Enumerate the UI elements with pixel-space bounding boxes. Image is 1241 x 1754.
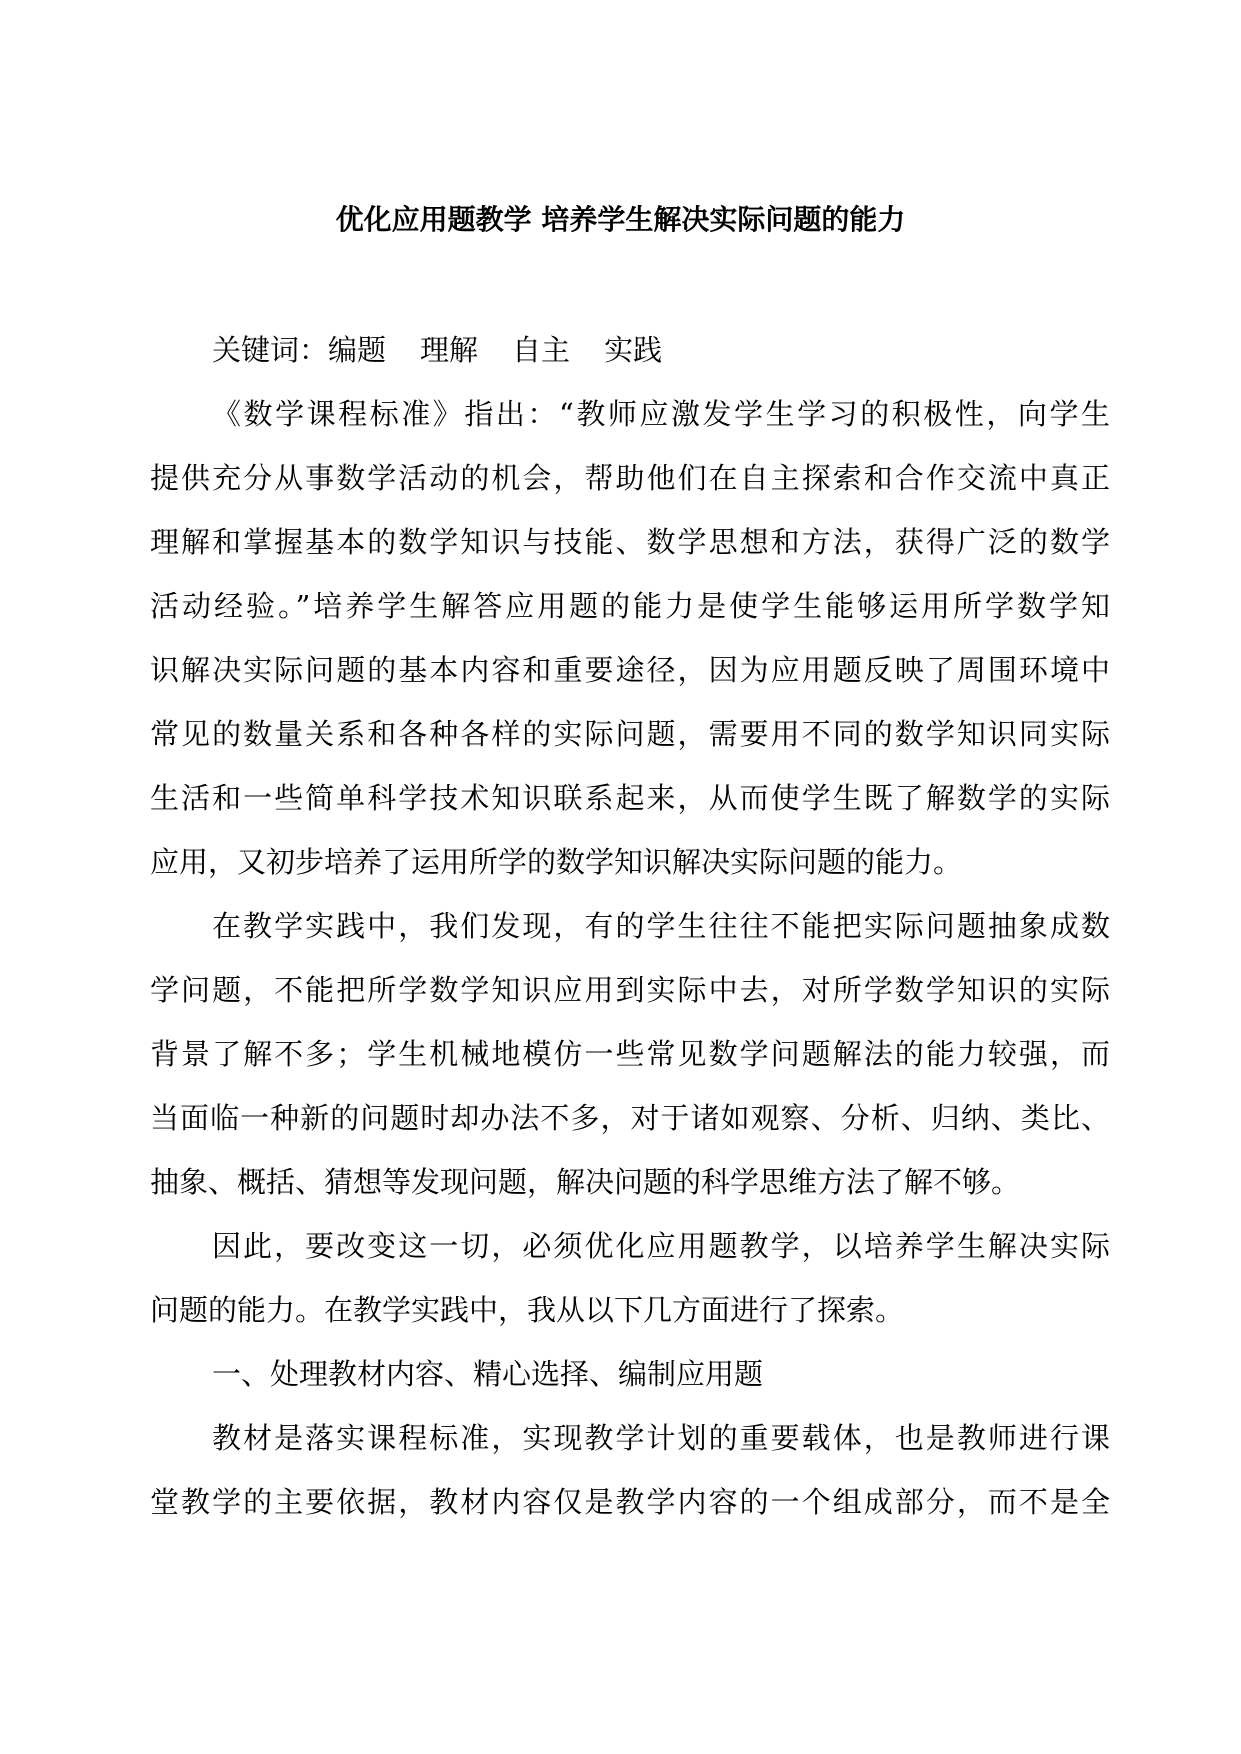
text-line: 学问题，不能把所学数学知识应用到实际中去，对所学数学知识的实际 — [150, 973, 1110, 1007]
text-line: 提供充分从事数学活动的机会，帮助他们在自主探索和合作交流中真正 — [150, 461, 1110, 495]
section-heading: 一、处理教材内容、精心选择、编制应用题 — [212, 1357, 764, 1391]
keyword: 编题 — [328, 333, 387, 367]
text-line: 教材是落实课程标准，实现教学计划的重要载体，也是教师进行课 — [212, 1421, 1110, 1455]
text-line: 《数学课程标准》指出：“教师应激发学生学习的积极性，向学生 — [212, 397, 1110, 431]
text-line: 常见的数量关系和各种各样的实际问题，需要用不同的数学知识同实际 — [150, 717, 1110, 751]
text-line: 堂教学的主要依据，教材内容仅是教学内容的一个组成部分，而不是全 — [150, 1485, 1110, 1519]
document-title: 优化应用题教学 培养学生解决实际问题的能力 — [335, 203, 906, 236]
text-line: 生活和一些简单科学技术知识联系起来，从而使学生既了解数学的实际 — [150, 781, 1110, 815]
text-line: 在教学实践中，我们发现，有的学生往往不能把实际问题抽象成数 — [212, 909, 1110, 943]
text-line: 应用，又初步培养了运用所学的数学知识解决实际问题的能力。 — [150, 845, 963, 879]
document-body — [150, 328, 1110, 1544]
keyword: 自主 — [512, 333, 571, 367]
keyword: 实践 — [604, 333, 663, 367]
keywords-label: 关键词： — [212, 333, 329, 367]
text-line: 活动经验。”培养学生解答应用题的能力是使学生能够运用所学数学知 — [150, 589, 1110, 623]
text-line: 抽象、概括、猜想等发现问题，解决问题的科学思维方法了解不够。 — [150, 1165, 1021, 1199]
text-line: 因此，要改变这一切，必须优化应用题教学，以培养学生解决实际 — [212, 1229, 1110, 1263]
text-line: 问题的能力。在教学实践中，我从以下几方面进行了探索。 — [150, 1293, 905, 1327]
text-line: 背景了解不多；学生机械地模仿一些常见数学问题解法的能力较强，而 — [150, 1037, 1110, 1071]
text-line: 理解和掌握基本的数学知识与技能、数学思想和方法，获得广泛的数学 — [150, 525, 1110, 559]
keywords-line — [150, 328, 1110, 392]
keyword: 理解 — [420, 333, 479, 367]
text-line: 识解决实际问题的基本内容和重要途径，因为应用题反映了周围环境中 — [150, 653, 1110, 687]
text-line: 当面临一种新的问题时却办法不多，对于诸如观察、分析、归纳、类比、 — [150, 1101, 1110, 1135]
